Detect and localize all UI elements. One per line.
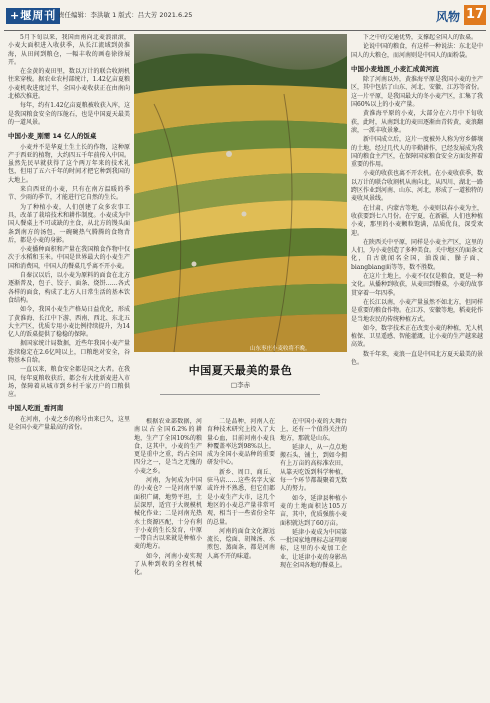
- article-byline: □李赤: [230, 381, 251, 389]
- paragraph: 除了河南以外，黄淮海平原是我国小麦的主产区，其中包括了山东、河北、安徽、江苏等省份。这一片平原，是我国最大的冬小麦产区，汇集了我国60%以上的小麦产量。: [351, 76, 483, 109]
- headline-divider: [160, 394, 320, 395]
- paragraph: 5月下旬以来，我国由南向北麦浪滚滚，小麦大面积进入收获季，从长江流域到黄淮海，从田间到粮仓，一幅丰收的画卷徐徐展开。: [8, 34, 130, 66]
- paragraph: 如今，数字技术正在改变小麦的种植，无人机植保、卫星遥感、智能灌溉，让小麦的生产越来越高效。: [351, 324, 483, 349]
- section-title: 风物: [435, 10, 460, 24]
- paragraph: 来自西亚的小麦，只有在南方温暖的季节、少雨的季节，才能进行它自然的生长。: [8, 186, 130, 202]
- paragraph: 小麦并不是华夏土生土长的作物，这种原产于西亚的植物，大约四五千年前传入中国。虽然先民早就获得了这个两万年来的技术礼包，但用了五六千年的时间才把它种到我国的大地上。: [8, 143, 130, 184]
- paragraph: 如今，河南小麦实现了从种到收的全程机械化。: [134, 552, 202, 577]
- paragraph: 新乡、周口、商丘、驻马店……这些名字大家或许并不熟悉，但它们都是小麦生产大市，这几个地区的小麦总产量非常可观，相当于一些省份全年的总量。: [207, 468, 275, 526]
- paragraph: 为了种植小麦，人们创建了众多农事工具，改革了栽培技术和耕作制度。小麦成为中国人餐桌上不可或缺的主食，从北方的馒头面条到南方的汤包，一碗碗热气腾腾的食物背后，都是小麦的身影。: [8, 203, 130, 244]
- subheading: 中国人吃面_看河南: [8, 404, 64, 413]
- paragraph: 在这片土地上，小麦不仅仅是粮食，更是一种文化。从播种到收获，从麦田到餐桌，小麦的故事贯穿着一年四季。: [351, 273, 483, 297]
- page-number: 17: [464, 5, 486, 25]
- paragraph: 在中国小麦的大舞台上，还有一个值得关注的地方，那就是山东。: [280, 418, 347, 442]
- paragraph: 黄淮海平原的小麦，大部分在六月中下旬收获，此时，从南到北的麦田逐渐由青转黄，麦浪翻滚，一派丰收景象。: [351, 110, 483, 134]
- page-header: [0, 0, 490, 30]
- article-headline: 中国夏天最美的景色: [188, 364, 293, 377]
- paragraph: 在甘肃、内蒙古等地，小麦则以春小麦为主，收获要到七八月份。在宁夏，在新疆，人们也种植小麦，那里的小麦颗粒饱满，品质优良，深受欢迎。: [351, 204, 483, 237]
- paragraph: 新中国成立后，这片一度被外人称为穷乡僻壤的土地，经过几代人的辛勤耕作，已经发展成为我国的粮食主产区，在保障国家粮食安全方面发挥着重要的作用。: [351, 136, 483, 169]
- paragraph: 小麦的收获也离不开农机。在小麦收获季，数以万计的联合收割机从南向北，从四川、湖北一路跨区作业到河南、山东、河北，形成了一道独特的麦收风景线。: [351, 170, 483, 203]
- subheading: 中国小麦地图_小麦汇成黄河流: [351, 64, 439, 73]
- photo-caption: 山东枣庄小麦收将不晚。: [250, 346, 311, 352]
- paragraph: 下之中的交通优势，支撑起全国人的饭桌。: [363, 34, 478, 41]
- paragraph: 二是品种，河南人在育种技术研究上投入了大量心血，目前河南小麦良种覆盖率达到98%以上，成为全国小麦品种的重要研发中心。: [207, 418, 275, 467]
- editor-info: 责任编辑：李洪敏 1 版式：吕大芳 2021.6.25: [58, 11, 193, 19]
- paragraph: 在长江以南，小麦产量虽然不如北方，但同样是重要的粮食作物。在江苏、安徽等地，稻麦轮作是当地农民的传统种植方式。: [351, 298, 483, 323]
- paragraph: 每年，约有1.42亿亩夏粮被收获入库，这是我国粮食安全的压舱石，也是中国夏天最美的一道风景。: [8, 102, 130, 126]
- paragraph: 延津人，从一点点地搬石头、铺土，到如今拥有上万亩的高标准农田，从靠天吃饭到科学种植，每一个环节都凝聚着无数人的努力。: [280, 443, 347, 493]
- body-column-1: [134, 418, 202, 698]
- paragraph: 据国家统计局数据，近些年我国小麦产量连续稳定在2.6亿吨以上，口粮绝对安全，谷物基本自给。: [8, 340, 130, 364]
- paragraph: 根据农业部数据，河南以占全国6.2%的耕地，生产了全国10%的粮食，这其中，小麦的生产更是重中之重，约占全国四分之一，是当之无愧的小麦之乡。: [134, 418, 202, 475]
- paragraph: 如今，我国小麦生产格局日益优化，形成了黄淮海、长江中下游、西南、西北、东北五大主产区，优质专用小麦比例持续提升，为14亿人的饭桌提供了稳稳的保障。: [8, 306, 130, 339]
- paragraph: 在金黄的麦田里，数以万计的联合收割机往来穿梭。据农业农村部统计，1.42亿亩夏粮小麦机收进度过半，全国小麦收获正在由南向北梯次推进。: [8, 68, 130, 101]
- terraced-fields-photo: [134, 34, 347, 352]
- paragraph: 数千年来，麦浪一直是中国北方夏天最美的景色。: [351, 350, 483, 366]
- body-column-2: [207, 418, 275, 698]
- paragraph: 河南，为何成为中国的小麦仓？一是河南平原面积广阔，地势平坦，土层深厚，适宜于大规模机械化作业；二是河南光热水土资源匹配，十分有利于小麦的生长发育，中原一带自古以来就是种植小麦的地方。: [134, 477, 202, 551]
- paragraph: 在陕西关中平原，同样是小麦主产区，这里的人们，为小麦创造了多种美食。关中地区的面条文化，自古就闻名全国，油泼面、臊子面、biangbiang面等等，数不胜数。: [351, 238, 483, 271]
- paragraph: 自秦汉以后，以小麦为原料的面食在北方逐渐普及，包子、饺子、面条、烧饼……各式各样的面食，构成了北方人日常生活的基本饮食结构。: [8, 272, 130, 304]
- right-column: [351, 34, 483, 698]
- paragraph: 一直以来，粮食安全都是国之大者。在我国，每年夏粮收获后，都会有大批新麦进入市场，保障着从城市到乡村千家万户的口粮供应。: [8, 366, 130, 399]
- body-column-3: [280, 418, 347, 698]
- subheading: 中国小麦_刚需 14 亿人的饭桌: [8, 132, 97, 141]
- paragraph: 小麦播种面积和产量在我国粮食作物中仅次于水稻和玉米。中国是世界最大的小麦生产国和消费国，中国人的餐桌几乎离不开小麦。: [8, 246, 130, 270]
- paragraph: 在河南，小麦之乡的称号由来已久，这里是全国小麦产量最高的省份。: [8, 415, 130, 432]
- paragraph: 如今，延津县种植小麦的土地面积达105万亩，其中，优质强筋小麦面积就达到了60万亩。: [280, 494, 347, 527]
- header-rule: [4, 30, 486, 31]
- paragraph: 论说中国的粮食，有这样一种说法：东北是中国人的大粮仓，而河南则是中国人的面粉袋。: [351, 43, 483, 59]
- paragraph: 河南的面食文化源远流长，烩面、胡辣汤、水煎包、蒸面条，都是河南人离不开的味道。: [207, 527, 275, 560]
- left-column: [8, 34, 130, 698]
- paragraph: 延津小麦成为中国第一批国家地理标志证明商标，这里的小麦加工企业，让延津小麦的身影出现在全国各地的餐桌上。: [280, 528, 347, 570]
- masthead: +堰周刊: [6, 8, 60, 24]
